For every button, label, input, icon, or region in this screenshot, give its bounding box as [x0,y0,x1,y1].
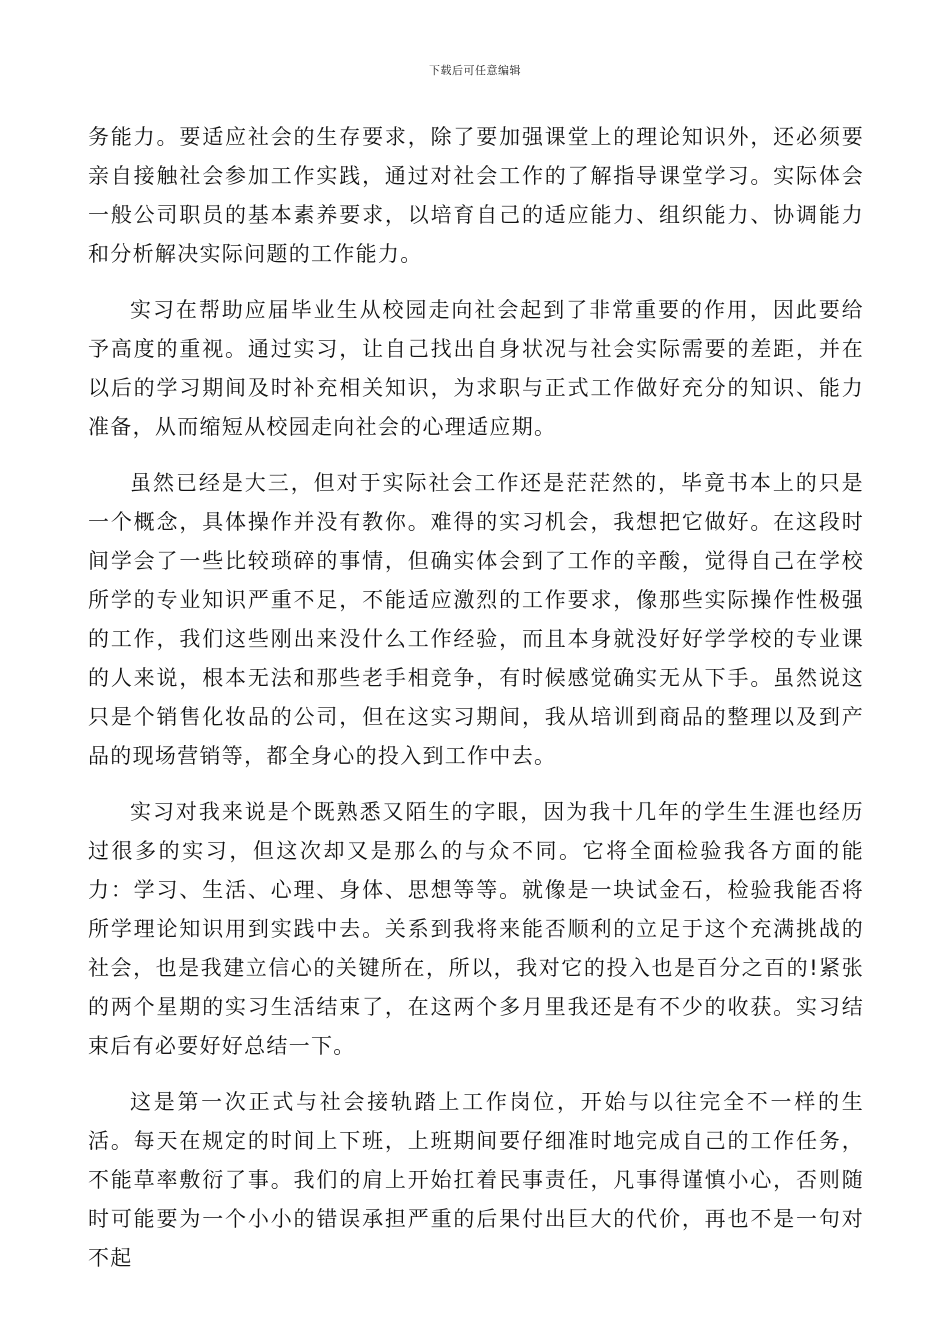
document-body [88,118,864,1295]
paragraph-1: 务能力。要适应社会的生存要求，除了要加强课堂上的理论知识外，还必须要亲自接触社会参加工作实践，通过对社会工作的了解指导课堂学习。实际体会一般公司职员的基本素养要求，以培育自己的适应能力、组织能力、协调能力和分析解决实际问题的工作能力。 [88,125,864,266]
paragraph-2: 实习在帮助应届毕业生从校园走向社会起到了非常重要的作用，因此要给予高度的重视。通过实习，让自己找出自身状况与社会实际需要的差距，并在以后的学习期间及时补充相关知识，为求职与正式工作做好充分的知识、能力准备，从而缩短从校园走向社会的心理适应期。 [88,298,864,439]
paragraph-5: 这是第一次正式与社会接轨踏上工作岗位，开始与以往完全不一样的生活。每天在规定的时间上下班，上班期间要仔细准时地完成自己的工作任务，不能草率敷衍了事。我们的肩上开始扛着民事责任，凡事得谨慎小心，否则随时可能要为一个小小的错误承担严重的后果付出巨大的代价，再也不是一句对不起 [88,1090,864,1270]
paragraph-4: 实习对我来说是个既熟悉又陌生的字眼，因为我十几年的学生生涯也经历过很多的实习，但这次却又是那么的与众不同。它将全面检验我各方面的能力：学习、生活、心理、身体、思想等等。就像是一块试金石，检验我能否将所学理论知识用到实践中去。关系到我将来能否顺利的立足于这个充满挑战的社会，也是我建立信心的关键所在，所以，我对它的投入也是百分之百的!紧张的两个星期的实习生活结束了，在这两个多月里我还是有不少的收获。实习结束后有必要好好总结一下。 [88,800,864,1058]
page-header: 下载后可任意编辑 [429,64,521,77]
paragraph-3: 虽然已经是大三，但对于实际社会工作还是茫茫然的，毕竟书本上的只是一个概念，具体操作并没有教你。难得的实习机会，我想把它做好。在这段时间学会了一些比较琐碎的事情，但确实体会到了工作的辛酸，觉得自己在学校所学的专业知识严重不足，不能适应激烈的工作要求，像那些实际操作性极强的工作，我们这些刚出来没什么工作经验，而且本身就没好好学学校的专业课的人来说，根本无法和那些老手相竞争，有时候感觉确实无从下手。虽然说这只是个销售化妆品的公司，但在这实习期间，我从培训到商品的整理以及到产品的现场营销等，都全身心的投入到工作中去。 [88,471,864,768]
